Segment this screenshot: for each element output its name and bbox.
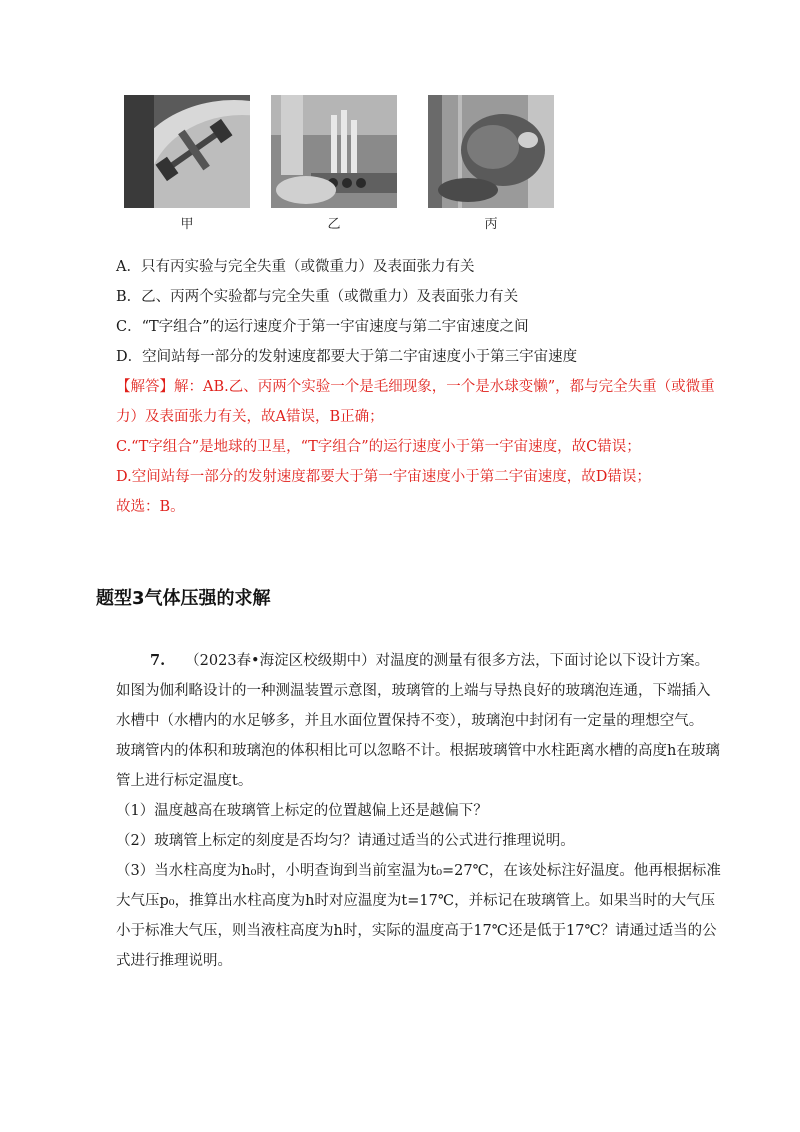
subquestion-3-line-2: 大气压p₀，推算出水柱高度为h时对应温度为t=17℃，并标记在玻璃管上。如果当时的大气压 — [116, 893, 716, 909]
option-b: B．乙、丙两个实验都与完全失重（或微重力）及表面张力有关 — [116, 289, 519, 305]
answer-tag: 【解答】 — [116, 379, 174, 395]
subquestion-3-line-1: （3）当水柱高度为h₀时，小明查询到当前室温为t₀=27℃，在该处标注好温度。他再根据标准 — [116, 863, 721, 879]
question-text-1: 对温度的测量有很多方法，下面讨论以下设计方案。 — [375, 653, 710, 669]
option-d: D．空间站每一部分的发射速度都要大于第二宇宙速度小于第三宇宙速度 — [116, 349, 578, 365]
question-source: （2023春•海淀区校级期中） — [185, 653, 376, 669]
answer-line-1 — [116, 377, 715, 397]
answer-line-3: C.“T字组合”是地球的卫星，“T字组合”的运行速度小于第一宇宙速度，故C错误； — [116, 439, 641, 455]
space-station-image — [124, 95, 250, 208]
question-line-5: 管上进行标定温度t。 — [116, 773, 253, 789]
subquestion-1: （1）温度越高在玻璃管上标定的位置越偏上还是越偏下？ — [116, 803, 488, 819]
question-line-3: 水槽中（水槽内的水足够多，并且水面位置保持不变），玻璃泡中封闭有一定量的理想空气。 — [116, 713, 704, 729]
subquestion-3-line-4: 式进行推理说明。 — [116, 953, 232, 969]
question-first-line — [150, 651, 709, 671]
caption-bing: 丙 — [484, 217, 498, 232]
question-line-2: 如图为伽利略设计的一种测温装置示意图，玻璃管的上端与导热良好的玻璃泡连通，下端插入 — [116, 683, 711, 699]
answer-line-4: D.空间站每一部分的发射速度都要大于第一宇宙速度小于第二宇宙速度，故D错误； — [116, 469, 651, 485]
section-title: 题型3气体压强的求解 — [96, 588, 271, 609]
experiment-figure — [0, 95, 800, 240]
answer-line-5: 故选：B。 — [116, 499, 185, 515]
subquestion-3-line-3: 小于标准大气压，则当液柱高度为h时，实际的温度高于17℃还是低于17℃？请通过适当的公 — [116, 923, 717, 939]
capillary-tubes-image — [271, 95, 397, 208]
question-line-4: 玻璃管内的体积和玻璃泡的体积相比可以忽略不计。根据玻璃管中水柱距离水槽的高度h在玻璃 — [116, 743, 720, 759]
answer-text-1: 解：AB.乙、丙两个实验一个是毛细现象，一个是水球变懒”，都与完全失重（或微重 — [174, 379, 715, 395]
photo-yi-capillary-tubes — [271, 95, 397, 208]
option-a: A．只有丙实验与完全失重（或微重力）及表面张力有关 — [116, 259, 475, 275]
question-number: 7. — [150, 652, 166, 669]
answer-line-2: 力）及表面张力有关，故A错误，B正确； — [116, 409, 384, 425]
caption-yi: 乙 — [327, 217, 341, 232]
caption-jia: 甲 — [180, 217, 194, 232]
photo-bing-water-ball — [428, 95, 554, 208]
photo-jia-space-station — [124, 95, 250, 208]
water-ball-image — [428, 95, 554, 208]
option-c: C．“T字组合”的运行速度介于第一宇宙速度与第二宇宙速度之间 — [116, 319, 529, 335]
subquestion-2: （2）玻璃管上标定的刻度是否均匀？请通过适当的公式进行推理说明。 — [116, 833, 575, 849]
